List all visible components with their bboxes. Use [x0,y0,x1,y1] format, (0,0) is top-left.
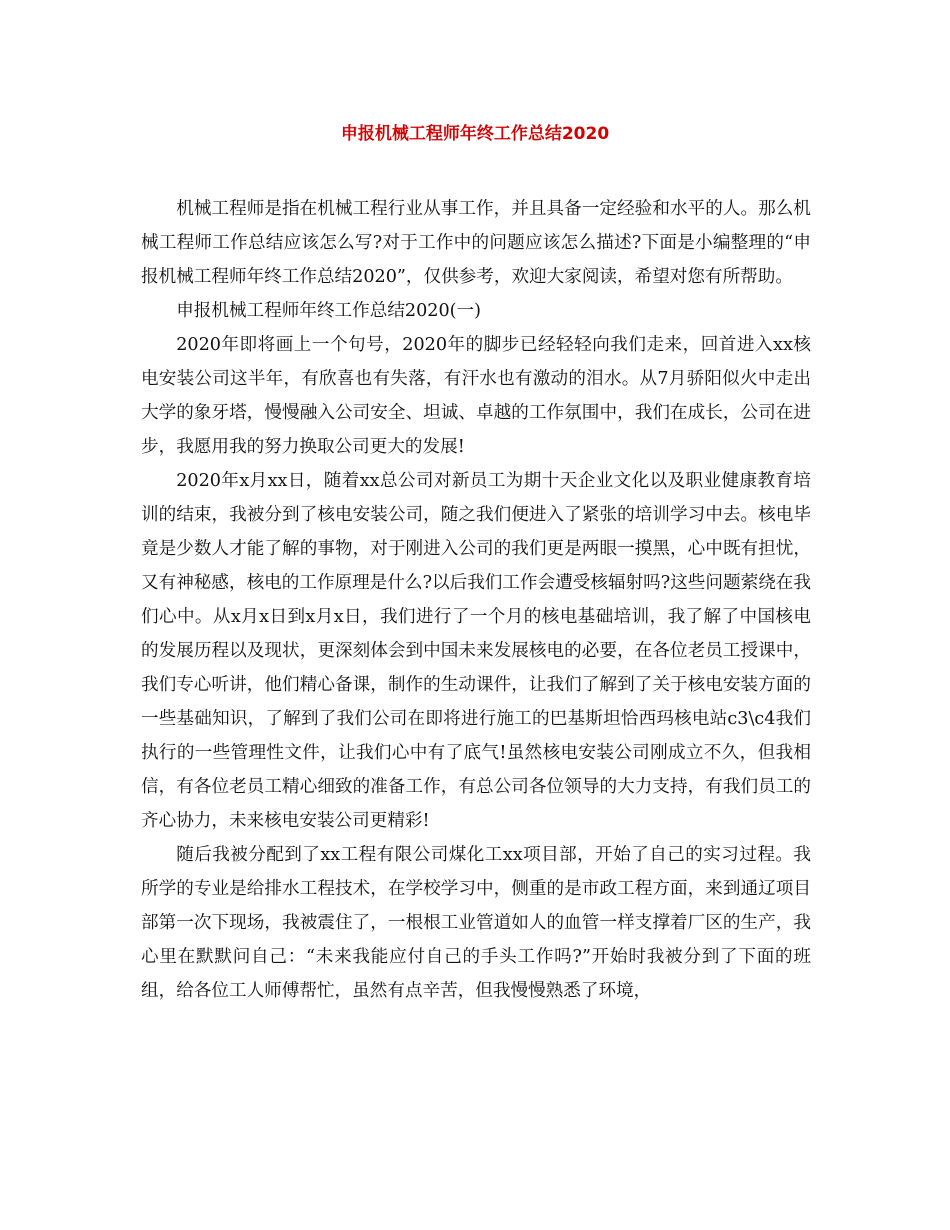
paragraph-intro: 机械工程师是指在机械工程行业从事工作，并且具备一定经验和水平的人。那么机械工程师工作总结应该怎么写?对于工作中的问题应该怎么描述?下面是小编整理的“申报机械工程师年终工作总结2020”，仅供参考，欢迎大家阅读，希望对您有所帮助。 [141,199,811,287]
section-heading: 申报机械工程师年终工作总结2020(一) [176,301,482,321]
document-title: 申报机械工程师年终工作总结2020 [340,124,610,144]
paragraph: 随后我被分配到了xx工程有限公司煤化工xx项目部，开始了自己的实习过程。我所学的专业是给排水工程技术，在学校学习中，侧重的是市政工程方面，来到通辽项目部第一次下现场，我被震住了，一根根工业管道如人的血管一样支撑着厂区的生产，我心里在默默问自己：“未来我能应付自己的手头工作吗?”开始时我被分到了下面的班组，给各位工人师傅帮忙，虽然有点辛苦，但我慢慢熟悉了环境， [141,845,811,1001]
paragraph: 2020年x月xx日，随着xx总公司对新员工为期十天企业文化以及职业健康教育培训的结束，我被分到了核电安装公司，随之我们便进入了紧张的培训学习中去。核电毕竟是少数人才能了解的事物，对于刚进入公司的我们更是两眼一摸黑，心中既有担忧，又有神秘感，核电的工作原理是什么?以后我们工作会遭受核辐射吗?这些问题萦绕在我们心中。从x月x日到x月x日，我们进行了一个月的核电基础培训，我了解了中国核电的发展历程以及现状，更深刻体会到中国未来发展核电的必要，在各位老员工授课中，我们专心听讲，他们精心备课，制作的生动课件，让我们了解到了关于核电安装方面的一些基础知识，了解到了我们公司在即将进行施工的巴基斯坦恰西玛核电站c3\c4我们执行的一些管理性文件，让我们心中有了底气!虽然核电安装公司刚成立不久，但我相信，有各位老员工精心细致的准备工作，有总公司各位领导的大力支持，有我们员工的齐心协力，未来核电安装公司更精彩! [141,471,811,831]
document-body [141,192,811,1008]
paragraph: 2020年即将画上一个句号，2020年的脚步已经轻轻向我们走来，回首进入xx核电安装公司这半年，有欣喜也有失落，有汗水也有激动的泪水。从7月骄阳似火中走出大学的象牙塔，慢慢融入公司安全、坦诚、卓越的工作氛围中，我们在成长，公司在进步，我愿用我的努力换取公司更大的发展! [141,335,811,457]
